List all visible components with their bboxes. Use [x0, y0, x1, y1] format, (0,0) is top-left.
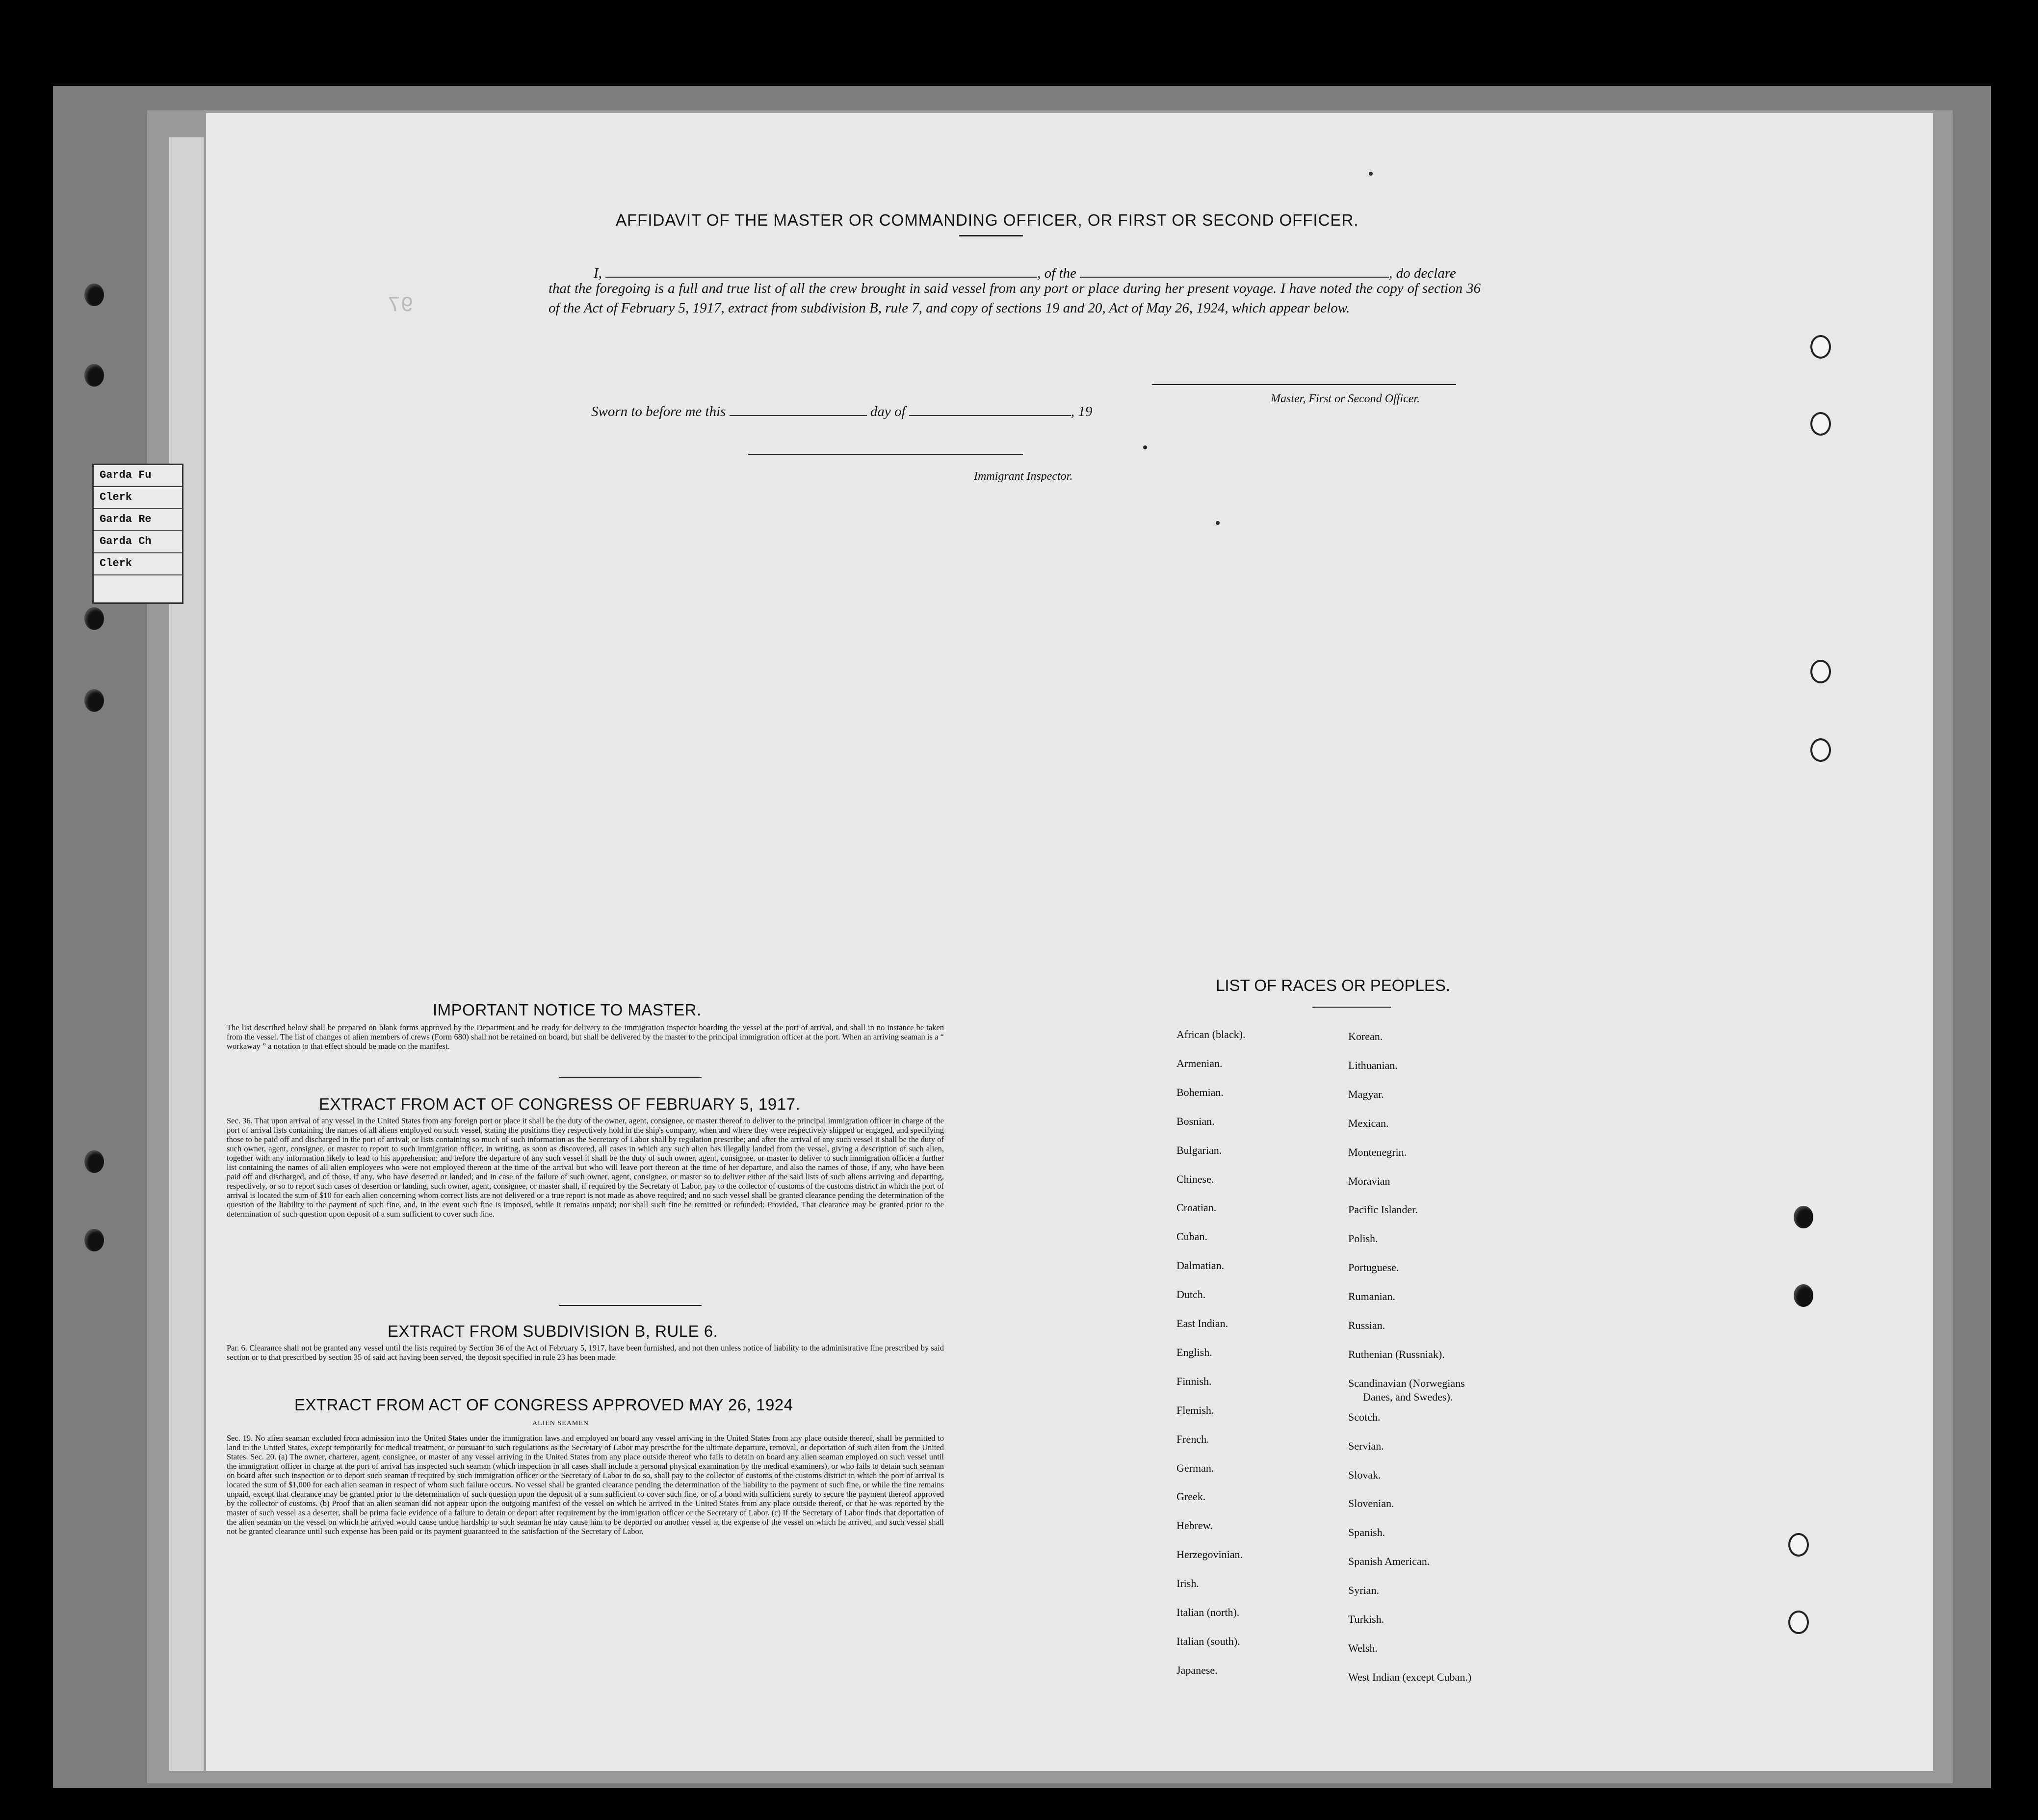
race-item: Dutch.: [1176, 1288, 1206, 1301]
sworn-line: [591, 403, 1092, 420]
race-item: Slovak.: [1348, 1468, 1381, 1481]
race-item: Portuguese.: [1348, 1261, 1399, 1274]
inspector-label: Immigrant Inspector.: [974, 470, 1073, 483]
extract-1924-text: Sec. 19. No alien seaman excluded from admission into the United States under the immigration laws and employed on board any vessel arriving in the United States from any place outside thereof, shall be permitted to land in the United States, except temporarily for medical treatment, or pursuant to such regulations as the Secretary of Labor may prescribe for the ultimate departure, removal, or deportation of such alien from the United States. Sec. 20. (a) The owner, charterer, agent, consignee, or master of any vessel arriving in the United States from any place outside thereof who fails to detain on board any alien seaman employed on such vessel until the immigration officer in charge at the port of arrival has inspected such seaman (which inspection in all cases shall include a personal physical examination by the medical examiners), or who fails to detain such seaman on board after such inspection or to deport such seaman if required by such immigration officer or the Secretary of Labor to do so, shall pay to the collector of customs of the customs district in which the port of arrival is located the sum of $1,000 for each alien seaman in respect of whom such failure occurs. No vessel shall be granted clearance pending the determination of the liability to the payment of such fine, or while the fine remains unpaid, except that clearance may be granted prior to the determination of such question upon the deposit of a sum sufficient to cover such fine, or of a bond with sufficient surety to secure the payment thereof approved by the collector of customs. (b) Proof that an alien seaman did not appear upon the outgoing manifest of the vessel on which he arrived in the United States from any place outside thereof, or that he was reported by the master of such vessel as a deserter, shall be prima facie evidence of a failure to detain or deport after requirement by the immigration officer or the Secretary of Labor. (c) If the Secretary of Labor finds that deportation of the alien seaman on the vessel on which he arrived would cause undue hardship to such seaman he may cause him to be deported on another vessel at the expense of the vessel on which he arrived, and such vessel shall not be granted clearance until such expense has been paid or its payment guaranteed to the satisfaction of the Secretary of Labor.: [227, 1433, 944, 1536]
race-item: Slovenian.: [1348, 1497, 1394, 1510]
binding-strip: [169, 137, 204, 1771]
affidavit-declare: , do declare: [1389, 265, 1456, 281]
tag-line: Clerk: [94, 487, 182, 509]
binder-hole: [84, 689, 104, 712]
index-tag-card: [92, 464, 183, 604]
race-item: Moravian: [1348, 1174, 1390, 1187]
extract-rule6-text: Par. 6. Clearance shall not be granted any vessel until the lists required by Section 36 of the Act of February 5, 1917, have been furnished, and not then unless notice of liability to the administrative fine prescribed by said section or to that prescribed by section 35 of said act having been served, the deposit specified in rule 23 has been made.: [227, 1343, 944, 1362]
race-item: Japanese.: [1176, 1664, 1218, 1676]
sworn-day-blank[interactable]: [730, 403, 867, 416]
race-item: Finnish.: [1176, 1375, 1212, 1387]
race-item: East Indian.: [1176, 1317, 1228, 1329]
divider: [559, 1077, 702, 1078]
extract-rule6-title: EXTRACT FROM SUBDIVISION B, RULE 6.: [388, 1322, 718, 1340]
binder-hole: [84, 1229, 104, 1251]
race-item: Cuban.: [1176, 1230, 1207, 1243]
notice-text: The list described below shall be prepared on blank forms approved by the Department and be ready for delivery to the immigration inspector boarding the vessel at the port of arrival, and shall in no instance be taken from the vessel. The list of changes of alien members of crews (Form 680) shall not be retained on board, but shall be delivered by the master to the principal immigration officer at the port. When an arriving seaman is a “ workaway ” a notation to that effect should be made on the manifest.: [227, 1023, 944, 1051]
race-item: African (black).: [1176, 1028, 1246, 1040]
race-item: Danes, and Swedes).: [1363, 1390, 1453, 1403]
race-item: Flemish.: [1176, 1404, 1214, 1416]
margin-number: 97: [388, 293, 414, 318]
page-hole: [1810, 412, 1831, 436]
race-item: Bulgarian.: [1176, 1144, 1222, 1156]
page-hole: [1794, 1206, 1813, 1228]
race-item: Magyar.: [1348, 1088, 1384, 1100]
affidavit-i: I,: [594, 265, 602, 281]
race-item: Herzegovinian.: [1176, 1548, 1243, 1561]
master-label: Master, First or Second Officer.: [1271, 392, 1420, 405]
name-blank[interactable]: [605, 265, 1037, 278]
binder-hole: [84, 284, 104, 306]
ink-dot: [1143, 445, 1147, 449]
races-rule: [1312, 1007, 1391, 1008]
sworn-year: , 19: [1071, 404, 1093, 419]
affidavit-title: AFFIDAVIT OF THE MASTER OR COMMANDING OFFICER, OR FIRST OR SECOND OFFICER.: [616, 211, 1359, 229]
race-item: Scotch.: [1348, 1410, 1381, 1423]
race-item: French.: [1176, 1432, 1209, 1445]
race-item: Mexican.: [1348, 1117, 1389, 1129]
sworn-month-blank[interactable]: [909, 403, 1071, 416]
race-item: Pacific Islander.: [1348, 1203, 1418, 1216]
race-item: Syrian.: [1348, 1584, 1379, 1597]
race-item: Polish.: [1348, 1232, 1378, 1245]
tag-line: Garda Fu: [94, 465, 182, 487]
tag-line: Clerk: [94, 553, 182, 575]
race-item: Spanish American.: [1348, 1555, 1430, 1568]
race-item: Ruthenian (Russniak).: [1348, 1348, 1445, 1360]
race-item: Servian.: [1348, 1439, 1384, 1452]
page-hole: [1810, 738, 1831, 762]
race-item: Chinese.: [1176, 1172, 1214, 1185]
race-item: Irish.: [1176, 1577, 1199, 1590]
master-signature-line: [1152, 384, 1456, 385]
page-hole: [1794, 1284, 1813, 1307]
extract-1917-title: EXTRACT FROM ACT OF CONGRESS OF FEBRUARY 5, 1917.: [319, 1095, 801, 1113]
inspector-signature-line: [748, 454, 1023, 455]
binder-hole: [84, 364, 104, 387]
race-item: Turkish.: [1348, 1613, 1385, 1625]
race-item: German.: [1176, 1461, 1214, 1474]
affidavit-of-the: , of the: [1037, 265, 1076, 281]
race-item: Lithuanian.: [1348, 1059, 1398, 1071]
race-item: Welsh.: [1348, 1641, 1378, 1654]
race-item: Spanish.: [1348, 1526, 1385, 1539]
race-item: Hebrew.: [1176, 1519, 1213, 1532]
race-item: Dalmatian.: [1176, 1259, 1225, 1272]
race-item: Bosnian.: [1176, 1115, 1215, 1127]
tag-line: Garda Re: [94, 509, 182, 531]
binder-hole: [84, 1150, 104, 1173]
race-item: Korean.: [1348, 1030, 1383, 1042]
binder-hole: [84, 607, 104, 630]
ink-dot: [1369, 172, 1373, 176]
race-item: Armenian.: [1176, 1057, 1223, 1069]
extract-1917-text: Sec. 36. That upon arrival of any vessel in the United States from any foreign port or place it shall be the duty of the owner, agent, consignee, or master thereof to deliver to the principal immigration officer in charge of the port of arrival lists containing the names of all aliens employed on such vessel, stating the positions they respectively hold in the ship's company, when and where they were respectively shipped or engaged, and specifying those to be paid off and discharged in the port of arrival; or lists containing so much of such information as the Secretary of Labor shall by regulation prescribe; and after the arrival of any such vessel it shall be the duty of such owner, agent, consignee, or master to report to such immigration officer, in writing, as soon as discovered, all cases in which any such alien has illegally landed from the vessel, giving a description of such alien, together with any information likely to lead to his apprehension; and before the departure of any such vessel it shall be the duty of such owner, agent, consignee, or master to deliver to such immigration officer a further list containing the names of all alien employees who were not employed thereon at the time of the arrival but who will leave port thereon at the time of her departure, and also the names of those, if any, who have been paid off and discharged, and of those, if any, who have deserted or landed; and in case of the failure of such owner, agent, consignee, or master so to deliver either of the said lists of such aliens arriving and departing, respectively, or so to report such cases of desertion or landing, such owner, agent, consignee, or master shall, if required by the Secretary of Labor, pay to the collector of customs of the customs district in which the port of arrival is located the sum of $10 for each alien concerning whom correct lists are not delivered or a true report is not made as above required; and no such vessel shall be granted clearance pending the determination of the question of the liability to the payment of such fine, and, in the event such fine is imposed, while it remains unpaid; nor shall such fine be remitted or refunded: Provided, That clearance may be granted prior to the determination of such question upon deposit of a sum sufficient to cover such fine.: [227, 1116, 944, 1219]
race-item: Montenegrin.: [1348, 1145, 1407, 1158]
races-title: LIST OF RACES OR PEOPLES.: [1216, 976, 1451, 994]
race-item: Greek.: [1176, 1490, 1206, 1503]
race-item: Croatian.: [1176, 1201, 1217, 1214]
notice-title: IMPORTANT NOTICE TO MASTER.: [433, 1001, 702, 1019]
ink-dot: [1216, 521, 1220, 525]
race-item: English.: [1176, 1346, 1212, 1358]
affidavit-body: that the foregoing is a full and true list of all the crew brought in said vessel from any port or place during her present voyage. I have noted the copy of section 36 of the Act of February 5, 1917, extract from subdivision B, rule 7, and copy of sections 19 and 20, Act of May 26, 1924, which appear below.: [549, 281, 1481, 316]
sworn-prefix: Sworn to before me this: [591, 404, 726, 419]
race-item: Italian (south).: [1176, 1635, 1240, 1647]
race-item: Russian.: [1348, 1319, 1385, 1331]
race-item: Bohemian.: [1176, 1086, 1224, 1098]
vessel-blank[interactable]: [1080, 265, 1389, 278]
tag-line: Garda Ch: [94, 531, 182, 553]
race-item: Rumanian.: [1348, 1290, 1395, 1303]
page-hole: [1788, 1611, 1809, 1634]
page-hole: [1810, 660, 1831, 683]
page-hole: [1810, 335, 1831, 359]
sworn-day-of: day of: [870, 404, 906, 419]
race-item: Scandinavian (Norwegians: [1348, 1377, 1465, 1389]
divider: [559, 1305, 702, 1306]
page-hole: [1788, 1533, 1809, 1557]
race-item: Italian (north).: [1176, 1606, 1240, 1618]
extract-1924-subtitle: ALIEN SEAMEN: [532, 1420, 589, 1427]
extract-1924-title: EXTRACT FROM ACT OF CONGRESS APPROVED MAY 26, 1924: [294, 1396, 793, 1414]
title-rule: [959, 235, 1023, 236]
race-item: West Indian (except Cuban.): [1348, 1670, 1472, 1683]
